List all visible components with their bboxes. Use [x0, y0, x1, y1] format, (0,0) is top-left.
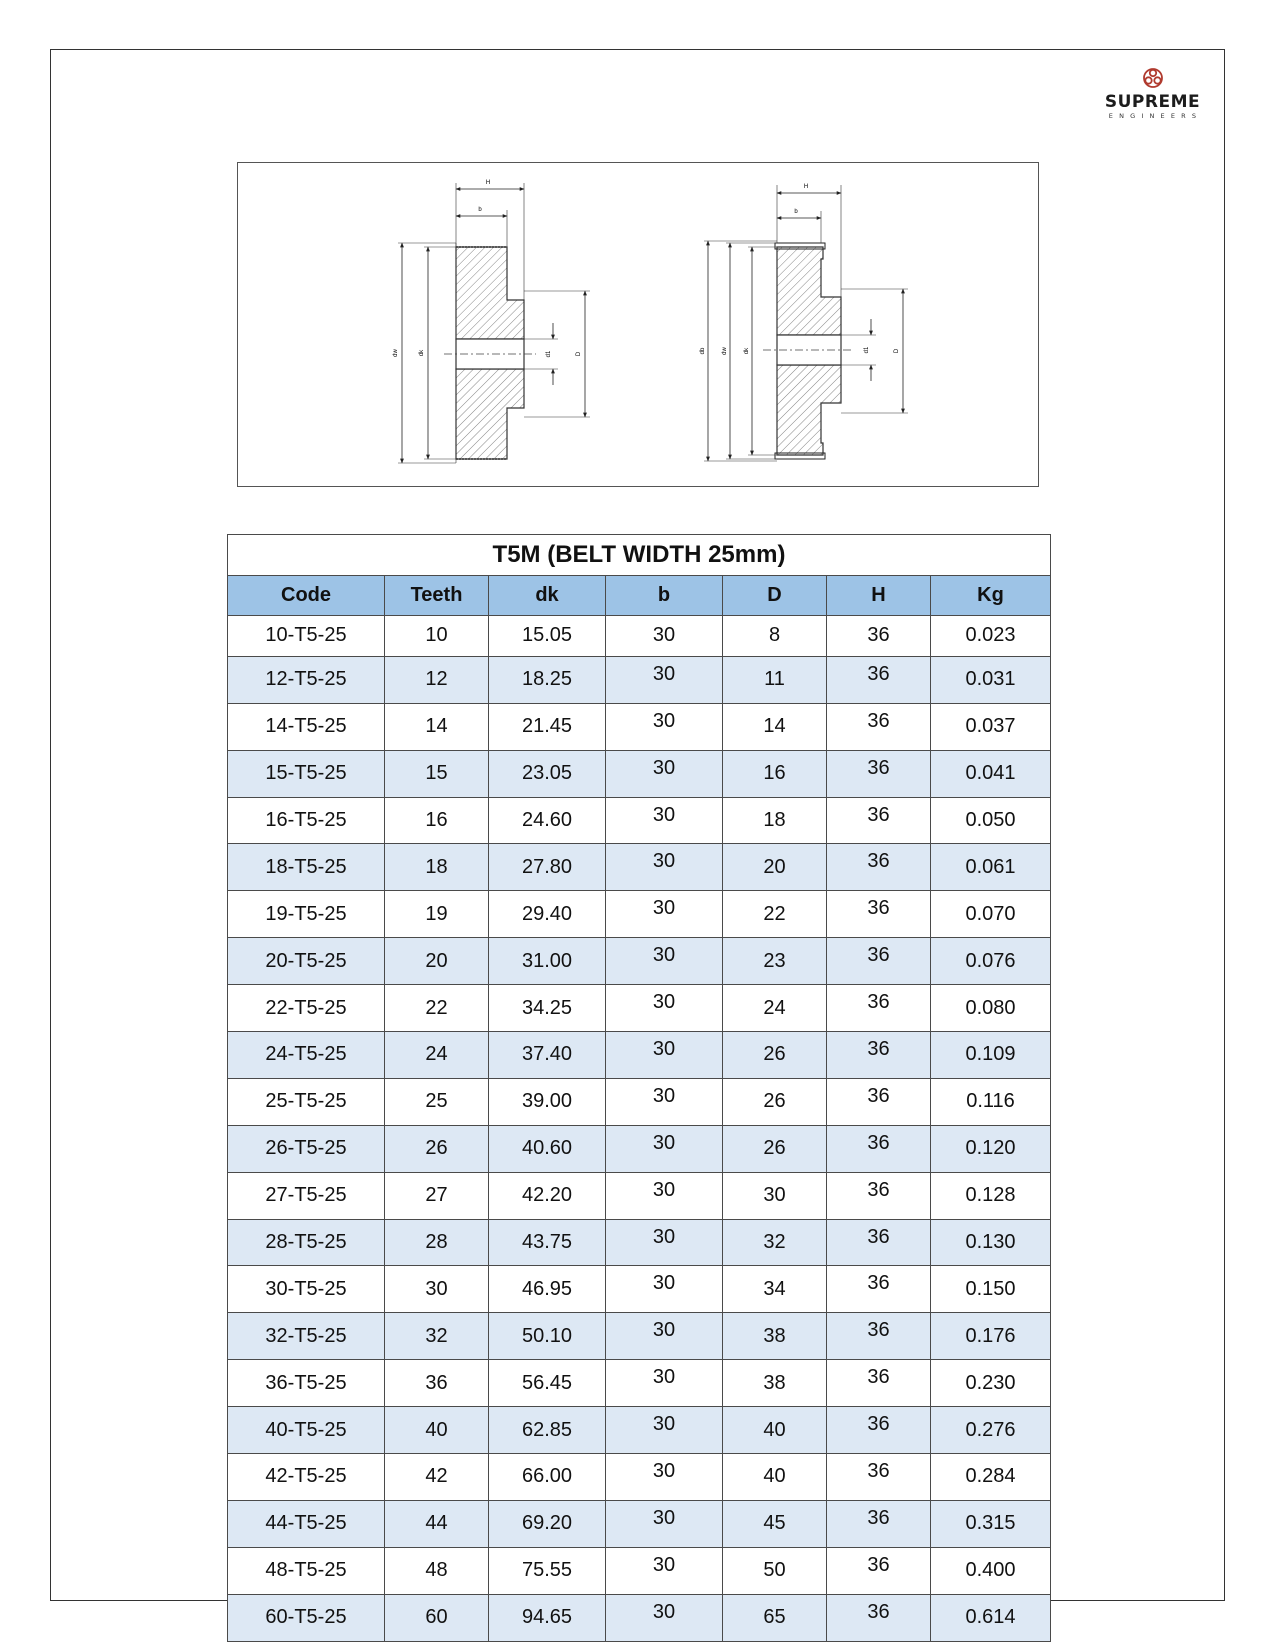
- cell-teeth: 18: [385, 844, 489, 891]
- cell-b: 30: [606, 656, 723, 703]
- cell-code: 27-T5-25: [228, 1172, 385, 1219]
- cell-teeth: 15: [385, 750, 489, 797]
- cell-h: 36: [827, 1500, 931, 1547]
- brand-name: SUPREME: [1104, 92, 1201, 112]
- cell-kg: 0.050: [931, 797, 1051, 844]
- cell-dk: 31.00: [489, 938, 606, 985]
- right-label-b: b: [794, 209, 798, 215]
- left-label-d1: d1: [546, 350, 552, 358]
- table-row: [228, 750, 1051, 797]
- cell-b: 30: [606, 1172, 723, 1219]
- cell-d: 16: [723, 750, 827, 797]
- right-label-H: H: [803, 184, 809, 190]
- gear-logo-icon: [1140, 66, 1166, 90]
- table-row: [228, 1313, 1051, 1360]
- cell-dk: 46.95: [489, 1266, 606, 1313]
- right-label-D: D: [894, 348, 900, 354]
- cell-code: 12-T5-25: [228, 656, 385, 703]
- cell-dk: 24.60: [489, 797, 606, 844]
- cell-code: 22-T5-25: [228, 985, 385, 1032]
- cell-code: 10-T5-25: [228, 616, 385, 657]
- cell-kg: 0.150: [931, 1266, 1051, 1313]
- left-label-H: H: [485, 180, 491, 186]
- cell-dk: 21.45: [489, 703, 606, 750]
- cell-teeth: 60: [385, 1594, 489, 1641]
- cell-d: 8: [723, 616, 827, 657]
- brand-logo: [1095, 66, 1210, 121]
- cell-teeth: 42: [385, 1454, 489, 1501]
- cell-kg: 0.130: [931, 1219, 1051, 1266]
- table-row: [228, 1172, 1051, 1219]
- column-header-code: Code: [228, 576, 385, 616]
- cell-b: 30: [606, 703, 723, 750]
- cell-code: 16-T5-25: [228, 797, 385, 844]
- cell-d: 24: [723, 985, 827, 1032]
- cell-dk: 27.80: [489, 844, 606, 891]
- cell-dk: 94.65: [489, 1594, 606, 1641]
- cell-b: 30: [606, 1032, 723, 1079]
- cell-b: 30: [606, 938, 723, 985]
- right-label-dw: dw: [722, 347, 728, 355]
- cell-kg: 0.315: [931, 1500, 1051, 1547]
- cell-teeth: 48: [385, 1547, 489, 1594]
- cell-d: 65: [723, 1594, 827, 1641]
- cell-h: 36: [827, 1407, 931, 1454]
- cell-code: 26-T5-25: [228, 1125, 385, 1172]
- cell-dk: 69.20: [489, 1500, 606, 1547]
- cell-b: 30: [606, 1547, 723, 1594]
- left-label-D: D: [576, 351, 582, 357]
- cell-teeth: 32: [385, 1313, 489, 1360]
- cell-h: 36: [827, 797, 931, 844]
- cell-d: 40: [723, 1407, 827, 1454]
- cell-code: 18-T5-25: [228, 844, 385, 891]
- cell-kg: 0.070: [931, 891, 1051, 938]
- column-header-dk: dk: [489, 576, 606, 616]
- cell-h: 36: [827, 1172, 931, 1219]
- table-row: [228, 1266, 1051, 1313]
- column-header-teeth: Teeth: [385, 576, 489, 616]
- cell-d: 34: [723, 1266, 827, 1313]
- cell-teeth: 24: [385, 1032, 489, 1079]
- cell-code: 24-T5-25: [228, 1032, 385, 1079]
- table-row: [228, 1078, 1051, 1125]
- cell-b: 30: [606, 891, 723, 938]
- cell-dk: 56.45: [489, 1360, 606, 1407]
- right-label-db: db: [700, 347, 706, 355]
- cell-b: 30: [606, 1266, 723, 1313]
- cell-kg: 0.076: [931, 938, 1051, 985]
- table-header-row: [228, 576, 1051, 616]
- left-label-dw: dw: [393, 349, 399, 357]
- cell-kg: 0.284: [931, 1454, 1051, 1501]
- table-row: [228, 1219, 1051, 1266]
- cell-d: 26: [723, 1032, 827, 1079]
- table-title: T5M (BELT WIDTH 25mm): [228, 535, 1051, 576]
- table-row: [228, 1500, 1051, 1547]
- cell-d: 11: [723, 656, 827, 703]
- cell-dk: 62.85: [489, 1407, 606, 1454]
- cell-h: 36: [827, 985, 931, 1032]
- cell-h: 36: [827, 656, 931, 703]
- cell-d: 20: [723, 844, 827, 891]
- cell-kg: 0.037: [931, 703, 1051, 750]
- cell-teeth: 10: [385, 616, 489, 657]
- cell-teeth: 14: [385, 703, 489, 750]
- cell-b: 30: [606, 1454, 723, 1501]
- cell-code: 20-T5-25: [228, 938, 385, 985]
- column-header-b: b: [606, 576, 723, 616]
- cell-b: 30: [606, 1360, 723, 1407]
- cell-d: 22: [723, 891, 827, 938]
- column-header-d: D: [723, 576, 827, 616]
- cell-teeth: 30: [385, 1266, 489, 1313]
- cell-h: 36: [827, 1313, 931, 1360]
- table-row: [228, 1454, 1051, 1501]
- cell-kg: 0.400: [931, 1547, 1051, 1594]
- cell-h: 36: [827, 1032, 931, 1079]
- cell-code: 28-T5-25: [228, 1219, 385, 1266]
- cell-code: 36-T5-25: [228, 1360, 385, 1407]
- cell-d: 38: [723, 1313, 827, 1360]
- cell-code: 60-T5-25: [228, 1594, 385, 1641]
- table-row: [228, 616, 1051, 657]
- cell-d: 45: [723, 1500, 827, 1547]
- cell-h: 36: [827, 938, 931, 985]
- cell-d: 26: [723, 1078, 827, 1125]
- cell-teeth: 26: [385, 1125, 489, 1172]
- cell-d: 32: [723, 1219, 827, 1266]
- cell-dk: 37.40: [489, 1032, 606, 1079]
- left-pulley-drawing: [393, 180, 590, 463]
- cell-h: 36: [827, 1547, 931, 1594]
- cell-d: 40: [723, 1454, 827, 1501]
- table-row: [228, 938, 1051, 985]
- cell-teeth: 44: [385, 1500, 489, 1547]
- column-header-h: H: [827, 576, 931, 616]
- cell-dk: 15.05: [489, 616, 606, 657]
- cell-kg: 0.128: [931, 1172, 1051, 1219]
- table-row: [228, 656, 1051, 703]
- cell-code: 19-T5-25: [228, 891, 385, 938]
- cell-kg: 0.116: [931, 1078, 1051, 1125]
- cell-teeth: 40: [385, 1407, 489, 1454]
- cell-b: 30: [606, 750, 723, 797]
- cell-b: 30: [606, 1219, 723, 1266]
- cell-b: 30: [606, 985, 723, 1032]
- table-body: [228, 616, 1051, 1642]
- cell-kg: 0.109: [931, 1032, 1051, 1079]
- cell-teeth: 36: [385, 1360, 489, 1407]
- cell-kg: 0.176: [931, 1313, 1051, 1360]
- cell-h: 36: [827, 1125, 931, 1172]
- cell-dk: 18.25: [489, 656, 606, 703]
- cell-dk: 43.75: [489, 1219, 606, 1266]
- cell-teeth: 12: [385, 656, 489, 703]
- cell-kg: 0.276: [931, 1407, 1051, 1454]
- table-row: [228, 891, 1051, 938]
- cell-teeth: 20: [385, 938, 489, 985]
- table-row: [228, 703, 1051, 750]
- cell-h: 36: [827, 891, 931, 938]
- cell-kg: 0.061: [931, 844, 1051, 891]
- cell-h: 36: [827, 1360, 931, 1407]
- right-pulley-drawing: [700, 184, 908, 461]
- cell-code: 32-T5-25: [228, 1313, 385, 1360]
- right-label-dk: dk: [744, 347, 750, 355]
- pulley-drawing-panel: [237, 162, 1039, 487]
- cell-h: 36: [827, 1594, 931, 1641]
- cell-b: 30: [606, 1078, 723, 1125]
- cell-teeth: 25: [385, 1078, 489, 1125]
- spec-table: [227, 534, 1051, 1642]
- cell-d: 38: [723, 1360, 827, 1407]
- cell-kg: 0.041: [931, 750, 1051, 797]
- cell-b: 30: [606, 1407, 723, 1454]
- cell-code: 14-T5-25: [228, 703, 385, 750]
- cell-code: 44-T5-25: [228, 1500, 385, 1547]
- table-row: [228, 1547, 1051, 1594]
- cell-d: 23: [723, 938, 827, 985]
- cell-teeth: 27: [385, 1172, 489, 1219]
- column-header-kg: Kg: [931, 576, 1051, 616]
- cell-teeth: 16: [385, 797, 489, 844]
- cell-b: 30: [606, 1594, 723, 1641]
- cell-dk: 66.00: [489, 1454, 606, 1501]
- cell-h: 36: [827, 616, 931, 657]
- table-row: [228, 985, 1051, 1032]
- cell-dk: 39.00: [489, 1078, 606, 1125]
- cell-h: 36: [827, 703, 931, 750]
- cell-kg: 0.614: [931, 1594, 1051, 1641]
- table-row: [228, 1594, 1051, 1641]
- cell-h: 36: [827, 1219, 931, 1266]
- cell-b: 30: [606, 797, 723, 844]
- cell-code: 48-T5-25: [228, 1547, 385, 1594]
- cell-d: 18: [723, 797, 827, 844]
- table-row: [228, 797, 1051, 844]
- table-row: [228, 1360, 1051, 1407]
- cell-h: 36: [827, 1454, 931, 1501]
- cell-dk: 23.05: [489, 750, 606, 797]
- cell-b: 30: [606, 1500, 723, 1547]
- cell-dk: 34.25: [489, 985, 606, 1032]
- cell-h: 36: [827, 750, 931, 797]
- cell-dk: 42.20: [489, 1172, 606, 1219]
- brand-tagline: ENGINEERS: [1108, 112, 1203, 120]
- cell-code: 30-T5-25: [228, 1266, 385, 1313]
- pulley-technical-drawings: [238, 163, 1038, 486]
- cell-dk: 40.60: [489, 1125, 606, 1172]
- right-label-d1: d1: [864, 346, 870, 354]
- cell-b: 30: [606, 844, 723, 891]
- table-title-row: [228, 535, 1051, 576]
- cell-b: 30: [606, 616, 723, 657]
- table-row: [228, 844, 1051, 891]
- cell-b: 30: [606, 1313, 723, 1360]
- cell-kg: 0.080: [931, 985, 1051, 1032]
- cell-teeth: 19: [385, 891, 489, 938]
- cell-d: 14: [723, 703, 827, 750]
- cell-kg: 0.023: [931, 616, 1051, 657]
- table-row: [228, 1407, 1051, 1454]
- cell-h: 36: [827, 1266, 931, 1313]
- table-row: [228, 1125, 1051, 1172]
- cell-dk: 29.40: [489, 891, 606, 938]
- cell-d: 50: [723, 1547, 827, 1594]
- cell-teeth: 22: [385, 985, 489, 1032]
- cell-kg: 0.230: [931, 1360, 1051, 1407]
- left-label-b: b: [478, 207, 482, 213]
- cell-kg: 0.120: [931, 1125, 1051, 1172]
- table-row: [228, 1032, 1051, 1079]
- cell-kg: 0.031: [931, 656, 1051, 703]
- cell-code: 42-T5-25: [228, 1454, 385, 1501]
- cell-dk: 50.10: [489, 1313, 606, 1360]
- cell-code: 40-T5-25: [228, 1407, 385, 1454]
- cell-teeth: 28: [385, 1219, 489, 1266]
- cell-code: 15-T5-25: [228, 750, 385, 797]
- cell-h: 36: [827, 844, 931, 891]
- cell-d: 30: [723, 1172, 827, 1219]
- cell-h: 36: [827, 1078, 931, 1125]
- cell-dk: 75.55: [489, 1547, 606, 1594]
- cell-d: 26: [723, 1125, 827, 1172]
- cell-b: 30: [606, 1125, 723, 1172]
- cell-code: 25-T5-25: [228, 1078, 385, 1125]
- left-label-dk: dk: [419, 349, 425, 357]
